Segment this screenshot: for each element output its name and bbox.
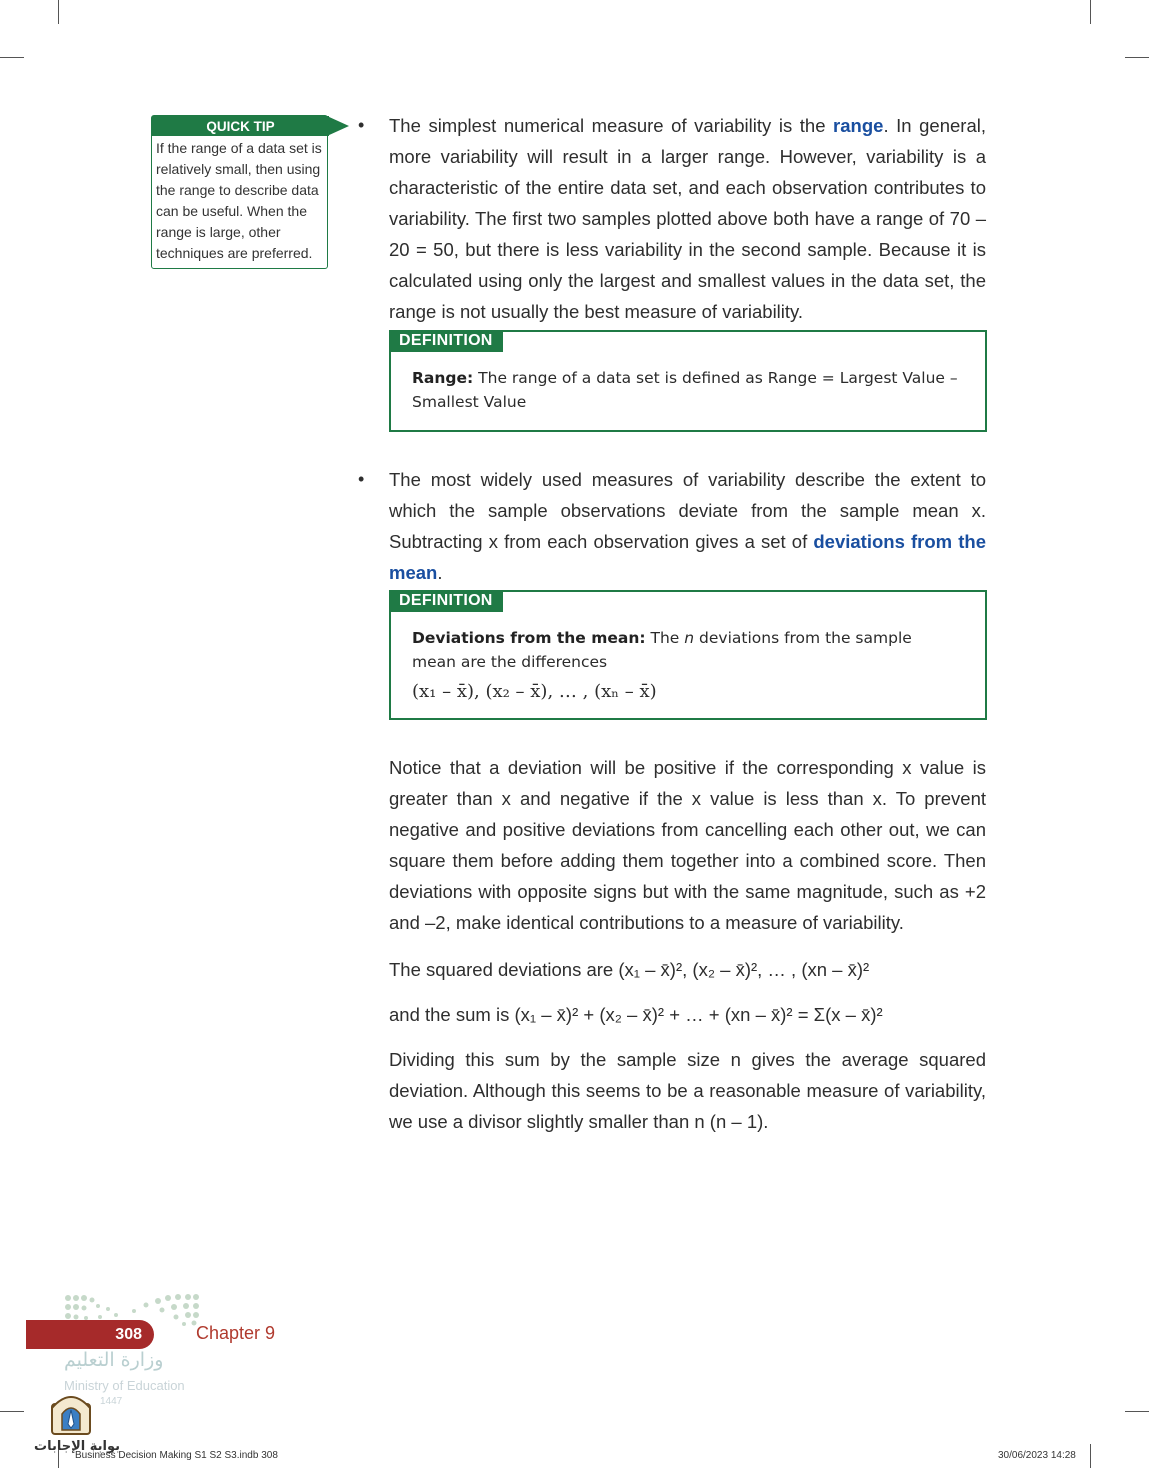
definition-range-text [412, 366, 967, 414]
bullet-range-pre: The simplest numerical measure of variability is the [389, 115, 834, 136]
paragraph-notice: Notice that a deviation will be positive if the corresponding x value is greater than x and negative if the x value is less than x. To prevent negative and positive deviations from cancelling each other out, we can square them before adding them together into a combined score. Then deviations with opposite signs but with the same magnitude, such as +2 and –2, make identical contributions to a measure of variability. [389, 757, 986, 933]
quick-tip-box [151, 115, 328, 269]
term-deviations: deviations from the mean [389, 531, 986, 583]
bullet-deviations-pre: The most widely used measures of variability describe the extent to which the sample observations deviate from the sample mean x. Subtracting x from each observation gives a set of [389, 469, 986, 552]
bullet-icon: • [358, 115, 365, 135]
definition-deviations-n: n [684, 629, 695, 647]
paragraph-sum: and the sum is (x₁ – x̄)² + (x₂ – x̄)² + … + (xn – x̄)² = Σ(x – x̄)² [389, 1004, 883, 1025]
definition-deviations-box [389, 590, 987, 720]
bullet-deviations [358, 464, 986, 588]
watermark-arabic: وزارة التعليم [64, 1349, 164, 1371]
bullet-deviations-text [389, 464, 986, 588]
definition-deviations-formula: (x₁ – x̄), (x₂ – x̄), … , (xₙ – x̄) [412, 681, 657, 702]
chapter-label: Chapter 9 [196, 1323, 276, 1343]
watermark-english: Ministry of Education [64, 1378, 185, 1393]
definition-range-body: The range of a data set is defined as Range = Largest Value – Smallest Value [412, 369, 958, 411]
definition-deviations-text [412, 626, 932, 704]
definition-tag: DEFINITION [389, 330, 503, 352]
crop-mark [1090, 0, 1091, 24]
crop-mark [1125, 1411, 1149, 1412]
definition-deviations-term: Deviations from the mean: [412, 629, 646, 647]
bullet-range-text [389, 110, 986, 327]
crop-mark [1090, 1444, 1091, 1468]
date-slug: 30/06/2023 14:28 [998, 1450, 1076, 1461]
quick-tip-arrow-icon [327, 116, 349, 136]
bullet-icon: • [358, 469, 365, 489]
logo-icon [48, 1390, 94, 1436]
bullet-deviations-post: . [437, 562, 443, 583]
quick-tip-title: QUICK TIP [152, 116, 329, 136]
term-range: range [833, 115, 884, 136]
quick-tip-text: If the range of a data set is relatively small, then using the range to describe data can be useful. When the range is large, other techniques are preferred. [156, 140, 322, 261]
definition-deviations-body-a: The [645, 629, 685, 647]
watermark-year: 1447 [100, 1396, 123, 1407]
bullet-range [358, 110, 986, 327]
paragraph-squared-deviations: The squared deviations are (x₁ – x̄)², (x₂ – x̄)², … , (xn – x̄)² [389, 959, 870, 980]
logo-text: بوابة الإجابات [34, 1439, 120, 1454]
definition-range-box [389, 330, 987, 432]
page-number: 308 [115, 1326, 142, 1343]
crop-mark [0, 57, 24, 58]
crop-mark [0, 1411, 24, 1412]
definition-range-term: Range: [412, 369, 474, 387]
bullet-range-post: . In general, more variability will result in a larger range. However, variability is a characteristic of the entire data set, and each observation contributes to variability. The first two samples plotted above both have a range of 70 – 20 = 50, but there is less variability in the second sample. Because it is calculated using only the largest and smallest values in the data set, the range is not usually the best measure of variability. [389, 115, 986, 322]
crop-mark [1125, 57, 1149, 58]
file-slug: Business Decision Making S1 S2 S3.indb 308 [75, 1450, 278, 1461]
definition-deviations-body-b: deviations from the sample mean are the differences [412, 629, 912, 671]
page-number-bar [26, 1320, 154, 1349]
paragraph-dividing: Dividing this sum by the sample size n gives the average squared deviation. Although this seems to be a reasonable measure of variability, we use a divisor slightly smaller than n (n – 1). [389, 1049, 986, 1132]
definition-tag: DEFINITION [389, 590, 503, 612]
crop-mark [58, 0, 59, 24]
